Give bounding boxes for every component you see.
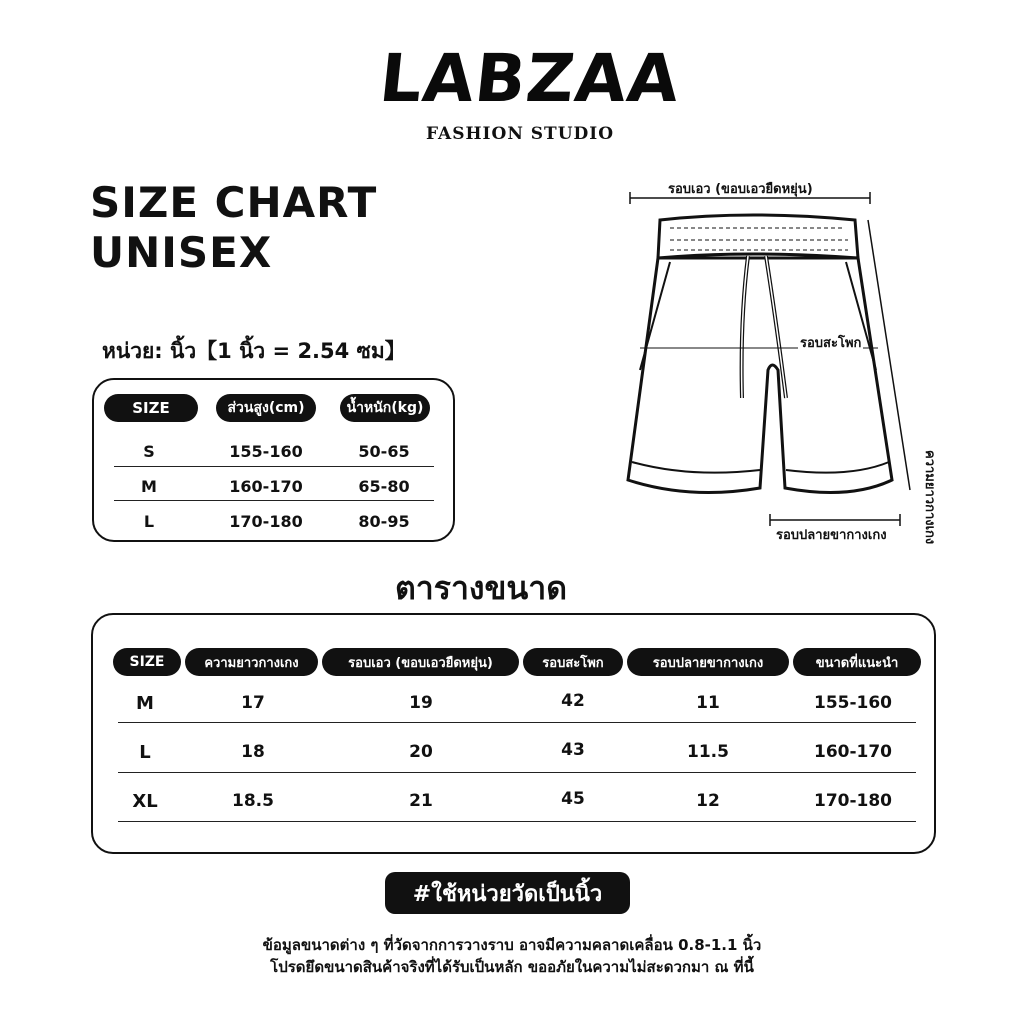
footnote-line-2: โปรดยึดขนาดสินค้าจริงที่ได้รับเป็นหลัก ขออภัยในความไม่สะดวกมา ณ ที่นี้ — [270, 958, 754, 976]
size-header-size: SIZE — [113, 648, 181, 676]
size-row-divider — [118, 722, 916, 723]
size-header-hip: รอบสะโพก — [523, 648, 623, 676]
hem-label: รอบปลายขากางเกง — [776, 528, 887, 543]
brand-subtitle: FASHION STUDIO — [425, 124, 615, 144]
body-header-weight: น้ำหนัก(kg) — [340, 394, 430, 422]
body-header-size: SIZE — [104, 394, 198, 422]
body-row-3-size: L — [143, 512, 155, 531]
size-row-1-size: M — [136, 693, 154, 714]
size-row-2-length: 18 — [241, 742, 265, 762]
size-row-3-hem: 12 — [696, 791, 720, 811]
body-row-divider — [114, 500, 434, 501]
title-line-1: SIZE CHART — [90, 178, 378, 227]
size-row-1-hem: 11 — [696, 693, 720, 713]
body-row-1-height: 155-160 — [229, 442, 303, 461]
size-row-2-hip: 43 — [561, 740, 585, 760]
size-header-recommended: ขนาดที่แนะนำ — [793, 648, 921, 676]
page-title — [90, 178, 377, 278]
size-row-2-recommended: 160-170 — [813, 742, 893, 762]
size-row-divider — [118, 772, 916, 773]
size-row-1-waist: 19 — [409, 693, 433, 713]
body-row-divider — [114, 466, 434, 467]
size-row-3-length: 18.5 — [232, 791, 274, 811]
size-row-2-hem: 11.5 — [687, 742, 729, 762]
hip-label: รอบสะโพก — [798, 332, 863, 353]
title-line-2: UNISEX — [90, 228, 273, 277]
size-row-1-recommended: 155-160 — [813, 693, 893, 713]
unit-note: หน่วย: นิ้ว【1 นิ้ว = 2.54 ซม】 — [102, 339, 406, 363]
size-row-2-size: L — [139, 742, 151, 763]
brand-logo — [376, 40, 684, 144]
body-row-2-weight: 65-80 — [358, 477, 410, 496]
size-header-hem: รอบปลายขากางเกง — [627, 648, 789, 676]
size-row-1-hip: 42 — [561, 691, 585, 711]
size-table-title: ตารางขนาด — [395, 569, 568, 607]
footnote-line-1: ข้อมูลขนาดต่าง ๆ ที่วัดจากการวางราบ อาจมีความคลาดเคลื่อน 0.8-1.1 นิ้ว — [262, 936, 762, 954]
body-row-2-height: 160-170 — [229, 477, 303, 496]
product-size-table — [91, 613, 936, 854]
shorts-illustration — [600, 170, 930, 550]
size-header-length: ความยาวกางเกง — [185, 648, 318, 676]
size-row-3-size: XL — [132, 791, 158, 812]
body-row-3-height: 170-180 — [229, 512, 303, 531]
body-row-3-weight: 80-95 — [358, 512, 410, 531]
hashtag-badge: #ใช้หน่วยวัดเป็นนิ้ว — [385, 872, 630, 914]
waist-label: รอบเอว (ขอบเอวยืดหยุ่น) — [668, 182, 813, 197]
shorts-diagram — [600, 170, 937, 550]
size-row-3-recommended: 170-180 — [813, 791, 893, 811]
size-row-3-waist: 21 — [409, 791, 433, 811]
size-header-waist: รอบเอว (ขอบเอวยืดหยุ่น) — [322, 648, 519, 676]
body-size-table — [92, 378, 455, 542]
body-header-height: ส่วนสูง(cm) — [216, 394, 316, 422]
body-row-1-weight: 50-65 — [358, 442, 410, 461]
size-row-2-waist: 20 — [409, 742, 433, 762]
size-row-3-hip: 45 — [561, 789, 585, 809]
brand-name: LABZAA — [376, 40, 684, 117]
size-row-1-length: 17 — [241, 693, 265, 713]
size-row-divider — [118, 821, 916, 822]
body-row-1-size: S — [143, 442, 155, 461]
body-row-2-size: M — [141, 477, 157, 496]
length-label-text: ความยาวกางเกง — [922, 450, 937, 545]
